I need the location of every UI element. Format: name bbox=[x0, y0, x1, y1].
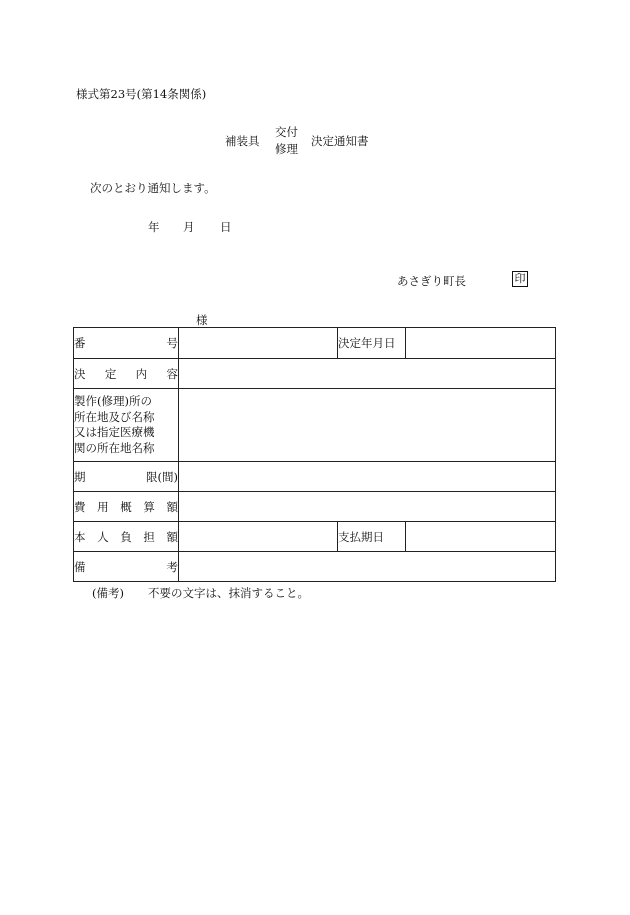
seal-mark: 印 bbox=[512, 271, 528, 287]
label-decision-date: 決定年月日 bbox=[338, 328, 406, 359]
label-number bbox=[74, 328, 179, 359]
value-estimated-cost bbox=[179, 492, 556, 522]
value-decision-content bbox=[179, 359, 556, 389]
label-char: 費 bbox=[74, 499, 86, 514]
value-maker-location bbox=[179, 389, 556, 462]
table-row bbox=[74, 389, 556, 462]
title-item: 補装具 bbox=[225, 134, 260, 148]
label-maker-location bbox=[74, 389, 179, 462]
label-char: 人 bbox=[97, 529, 109, 544]
label-decision-content bbox=[74, 359, 179, 389]
note-text: 不要の文字は、抹消すること。 bbox=[148, 586, 309, 600]
table-row bbox=[74, 462, 556, 492]
table-row bbox=[74, 522, 556, 552]
value-number bbox=[179, 328, 338, 359]
label-char: 内 bbox=[135, 366, 148, 381]
title-option-repair: 修理 bbox=[275, 142, 298, 156]
label-char: 額 bbox=[166, 499, 178, 514]
label-char: 額 bbox=[166, 529, 178, 544]
notification-table bbox=[73, 327, 556, 582]
value-self-burden bbox=[179, 522, 338, 552]
label-char: 容 bbox=[166, 366, 178, 381]
label-remarks bbox=[74, 552, 179, 582]
label-char: 号 bbox=[166, 336, 178, 350]
label-char: 概 bbox=[120, 499, 132, 514]
label-period bbox=[74, 462, 179, 492]
value-period bbox=[179, 462, 556, 492]
value-remarks bbox=[179, 552, 556, 582]
table-row bbox=[74, 492, 556, 522]
date-month-label: 月 bbox=[183, 220, 195, 234]
note-label: (備考) bbox=[92, 586, 124, 600]
label-char: 本 bbox=[74, 529, 86, 544]
date-day-label: 日 bbox=[220, 220, 232, 234]
table-row bbox=[74, 328, 556, 359]
label-char: 算 bbox=[143, 499, 155, 514]
label-char: 考 bbox=[166, 559, 178, 574]
table-row bbox=[74, 359, 556, 389]
intro-text: 次のとおり通知します。 bbox=[90, 181, 216, 195]
date-year-label: 年 bbox=[148, 220, 160, 234]
label-estimated-cost bbox=[74, 492, 179, 522]
label-char: 番 bbox=[74, 336, 86, 350]
label-line: 関の所在地名称 bbox=[74, 440, 155, 455]
label-char: 負 bbox=[120, 529, 132, 544]
title-suffix: 決定通知書 bbox=[311, 134, 369, 148]
label-char: 決 bbox=[74, 366, 86, 381]
issuer-name: あさぎり町長 bbox=[397, 274, 466, 288]
label-line: 製作(修理)所の bbox=[74, 394, 152, 408]
title-option-issue: 交付 bbox=[275, 125, 298, 139]
label-payment-date: 支払期日 bbox=[338, 522, 406, 552]
label-char: 定 bbox=[104, 366, 117, 381]
label-line: 又は指定医療機 bbox=[74, 425, 155, 439]
label-char: 用 bbox=[97, 499, 109, 514]
value-decision-date bbox=[406, 328, 556, 359]
label-char: 担 bbox=[143, 529, 155, 544]
table-row bbox=[74, 552, 556, 582]
label-char: 備 bbox=[74, 559, 86, 574]
label-self-burden bbox=[74, 522, 179, 552]
label-char: 限(間) bbox=[146, 469, 178, 484]
addressee-suffix: 様 bbox=[196, 313, 208, 327]
label-line: 所在地及び名称 bbox=[74, 409, 155, 424]
form-number: 様式第23号(第14条関係) bbox=[76, 87, 207, 101]
label-char: 期 bbox=[74, 469, 86, 484]
value-payment-date bbox=[406, 522, 556, 552]
